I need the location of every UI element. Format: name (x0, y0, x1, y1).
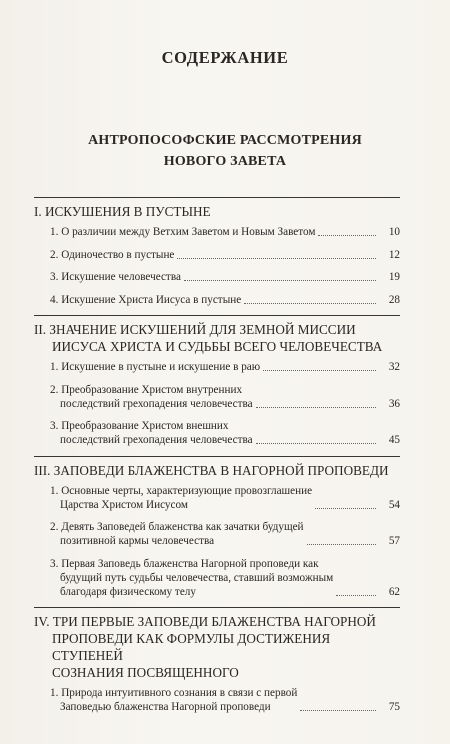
entry-text (50, 293, 241, 307)
section-title (34, 462, 400, 479)
page-number: 32 (388, 361, 400, 373)
section-title (34, 613, 400, 681)
section-title-line: II. ЗНАЧЕНИЕ ИСКУШЕНИЙ ДЛЯ ЗЕМНОЙ МИССИИ (34, 322, 356, 337)
dot-leader (300, 710, 376, 711)
entry-text (50, 686, 297, 714)
entry-text-line: последствий грехопадения человечества (60, 434, 253, 446)
entry-text (50, 248, 174, 262)
page-title: СОДЕРЖАНИЕ (161, 48, 289, 67)
section-title-line: СОЗНАНИЯ ПОСВЯЩЕННОГО (52, 665, 239, 680)
toc-entry[interactable] (34, 557, 400, 599)
entry-text-line: Заповедью блаженства Нагорной проповеди (60, 701, 271, 713)
section-title (34, 203, 400, 220)
toc-entry[interactable] (34, 383, 400, 411)
section-2 (34, 315, 400, 447)
entry-text-line: благодаря физическому телу (60, 585, 196, 598)
dot-leader (336, 595, 376, 596)
entry-text-line: 1. Искушение в пустыне и искушение в раю (50, 361, 261, 373)
page-number: 28 (388, 293, 400, 306)
dot-leader (256, 407, 376, 408)
entry-text-line: 1. Природа интуитивного сознания в связи с первой (50, 687, 298, 699)
entry-text-line: 3. Преобразование Христом внешних (50, 420, 229, 432)
section-title-line: ИИСУСА ХРИСТА И СУДЬБЫ ВСЕГО ЧЕЛОВЕЧЕСТВА (52, 339, 383, 354)
entry-list (34, 686, 400, 714)
dot-leader (177, 258, 376, 259)
page-number: 54 (388, 498, 400, 511)
toc-entry[interactable] (34, 484, 400, 512)
entry-text-line: последствий грехопадения человечества (60, 397, 253, 410)
entry-text (50, 383, 253, 411)
section-1 (34, 197, 400, 307)
toc-entry[interactable] (34, 686, 400, 714)
entry-text-line: будущий путь судьбы человечества, ставший возможным (60, 571, 334, 584)
section-title (34, 321, 400, 355)
toc-entry[interactable] (34, 270, 400, 284)
page-number: 19 (388, 271, 400, 283)
toc-entry[interactable] (34, 293, 400, 307)
dot-leader (263, 370, 376, 371)
entry-list (34, 484, 400, 599)
part-title-line: АНТРОПОСОФСКИЕ РАССМОТРЕНИЯ (88, 133, 362, 148)
dot-leader (318, 235, 376, 236)
page-number: 75 (388, 701, 400, 713)
entry-text-line: 2. Одиночество в пустыне (50, 248, 175, 261)
page-number: 57 (388, 535, 400, 547)
page-number: 62 (388, 585, 400, 598)
section-title-line: IV. ТРИ ПЕРВЫЕ ЗАПОВЕДИ БЛАЖЕНСТВА НАГОРНОЙ (34, 614, 376, 629)
page-number: 36 (388, 397, 400, 410)
page-number: 12 (388, 248, 400, 261)
page-number: 10 (388, 226, 400, 238)
entry-text-line: 1. Основные черты, характеризующие провозглашение (50, 484, 313, 497)
section-3 (34, 456, 400, 599)
toc-entry[interactable] (34, 360, 400, 374)
entry-text (50, 520, 304, 548)
entry-text-line: Царства Христом Иисусом (60, 498, 188, 511)
entry-text (50, 484, 312, 512)
dot-leader (244, 303, 376, 304)
toc-entry[interactable] (34, 248, 400, 262)
entry-text (50, 557, 333, 599)
entry-text-line: 4. Искушение Христа Иисуса в пустыне (50, 293, 242, 306)
page-number: 45 (388, 434, 400, 446)
section-title-line: III. ЗАПОВЕДИ БЛАЖЕНСТВА В НАГОРНОЙ ПРОПОВЕДИ (34, 462, 389, 478)
section-title-line: ПРОПОВЕДИ КАК ФОРМУЛЫ ДОСТИЖЕНИЯ СТУПЕНЕЙ (52, 631, 331, 663)
part-title-line: НОВОГО ЗАВЕТА (163, 154, 287, 169)
entry-text (50, 419, 253, 447)
dot-leader (256, 443, 376, 444)
dot-leader (184, 280, 376, 281)
entry-text-line: позитивной кармы человечества (60, 535, 215, 547)
entry-text-line: 2. Девять Заповедей блаженства как зачатки будущей (50, 521, 304, 533)
entry-list (34, 225, 400, 307)
entry-text (50, 270, 181, 284)
entry-text-line: 2. Преобразование Христом внутренних (50, 383, 243, 396)
dot-leader (307, 544, 376, 545)
contents-list (34, 197, 400, 723)
toc-entry[interactable] (34, 520, 400, 548)
section-4 (34, 607, 400, 714)
section-title-line: I. ИСКУШЕНИЯ В ПУСТЫНЕ (34, 204, 211, 219)
toc-entry[interactable] (34, 419, 400, 447)
entry-text-line: 3. Первая Заповедь блаженства Нагорной проповеди как (50, 557, 319, 570)
dot-leader (315, 508, 376, 509)
entry-text (50, 225, 315, 239)
toc-entry[interactable] (34, 225, 400, 239)
entry-text-line: 1. О различии между Ветхим Заветом и Новым Заветом (50, 226, 316, 238)
part-title (0, 130, 450, 172)
entry-text (50, 360, 260, 374)
entry-text-line: 3. Искушение человечества (50, 271, 181, 283)
entry-list (34, 360, 400, 447)
